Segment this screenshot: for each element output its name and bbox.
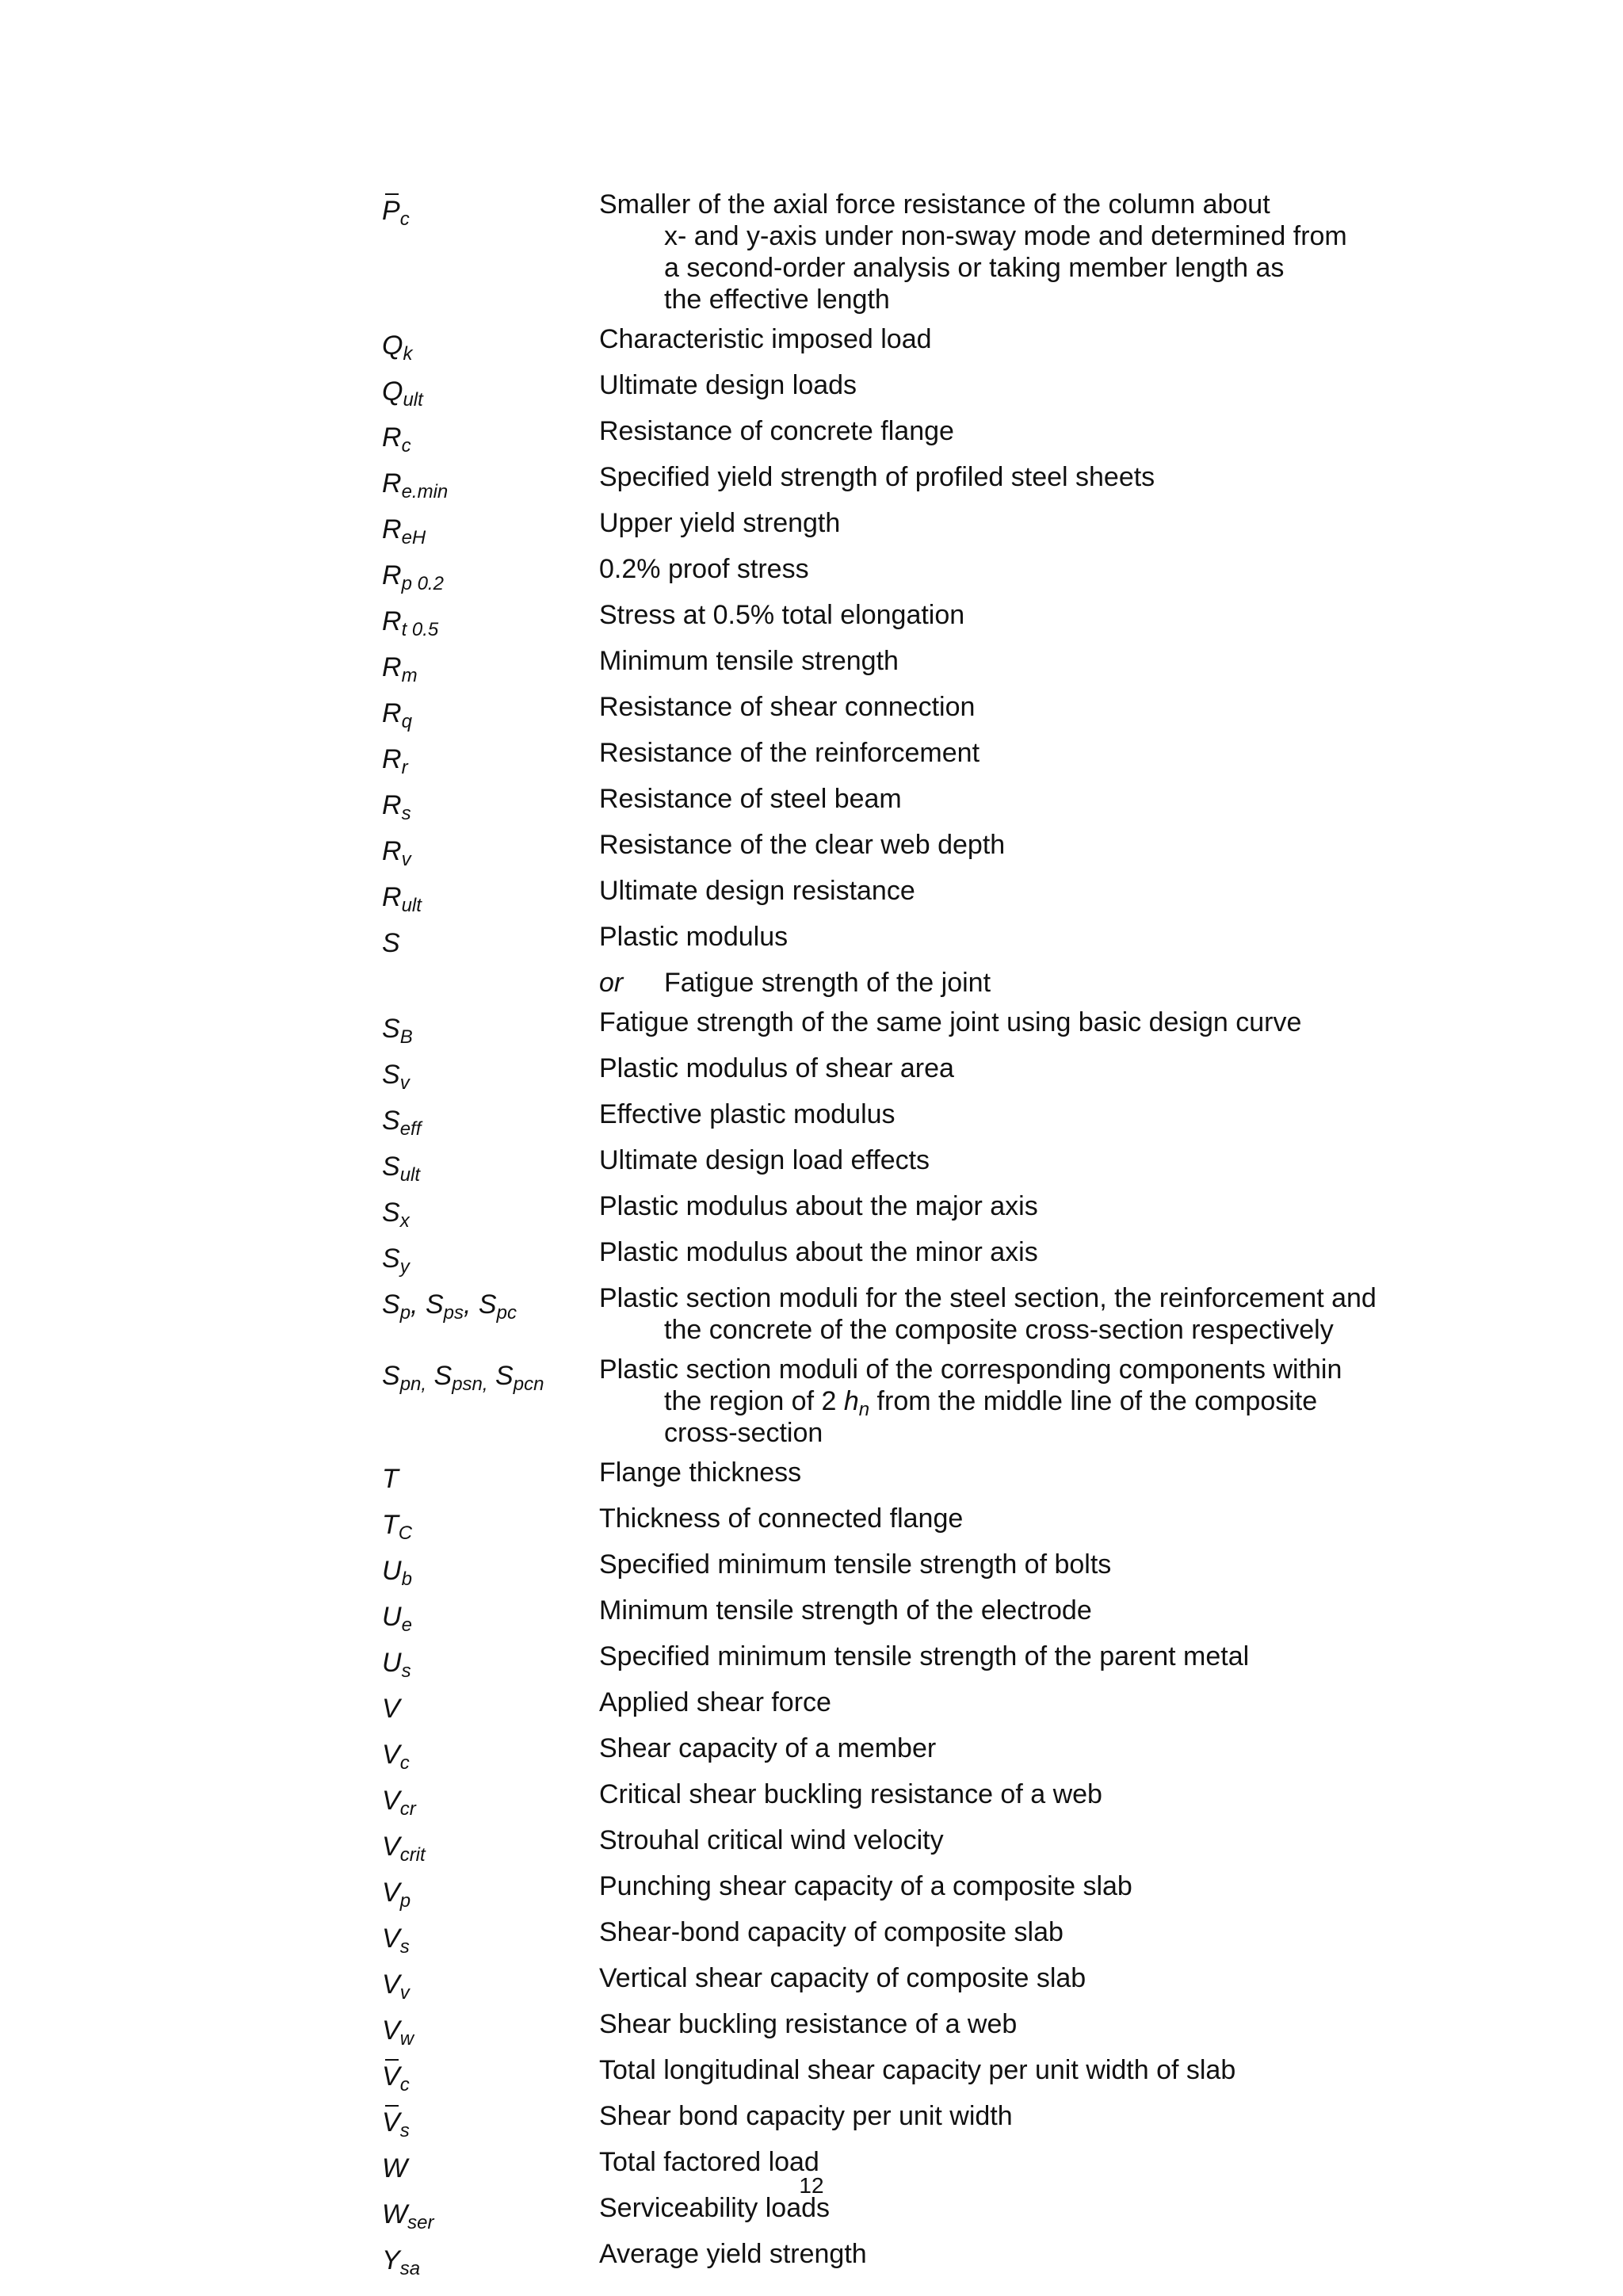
symbol-entry xyxy=(382,1916,1436,1958)
definition-line: Specified yield strength of profiled steel sheets xyxy=(599,462,1155,492)
definition xyxy=(599,921,1436,953)
definition-line: Specified minimum tensile strength of the parent metal xyxy=(599,1641,1250,1671)
symbol: $S_p$, $S_{ps}$, $S_{pc}$ xyxy=(382,1289,517,1324)
definition-line: Critical shear buckling resistance of a web xyxy=(599,1779,1102,1809)
symbol-entry xyxy=(382,1687,1436,1725)
definition-line: cross-section xyxy=(664,1418,823,1448)
symbol xyxy=(382,2054,599,2095)
definition xyxy=(599,645,1436,677)
symbol-subscript: v xyxy=(399,1072,410,1094)
definition-line: Punching shear capacity of a composite slab xyxy=(599,1871,1132,1901)
symbol-entry xyxy=(382,1457,1436,1495)
symbol-base: V xyxy=(382,1740,400,1770)
symbol-entry xyxy=(382,1354,1436,1449)
symbol xyxy=(382,1052,599,1094)
symbol-entry xyxy=(382,1549,1436,1590)
symbol-subscript: ult xyxy=(401,895,422,916)
symbol-entry xyxy=(382,691,1436,732)
definition-line: Shear buckling resistance of a web xyxy=(599,2009,1018,2039)
symbol-definition-list xyxy=(382,189,1436,2284)
definition-line: Specified minimum tensile strength of bolts xyxy=(599,1549,1112,1580)
definition-line: Fatigue strength of the same joint using basic design curve xyxy=(599,1007,1302,1037)
symbol-base: U xyxy=(382,1648,402,1678)
symbol xyxy=(382,1733,599,1774)
symbol xyxy=(382,1549,599,1590)
symbol xyxy=(382,1457,599,1495)
symbol-subscript: p 0.2 xyxy=(401,573,444,594)
symbol-entry xyxy=(382,189,1436,315)
symbol-base: S xyxy=(478,1289,497,1320)
definition-line: Upper yield strength xyxy=(599,508,841,538)
symbol xyxy=(382,829,599,870)
definition xyxy=(599,1457,1436,1488)
definition xyxy=(599,2100,1436,2132)
symbol-base: R xyxy=(382,514,402,544)
symbol-entry xyxy=(382,553,1436,594)
symbol xyxy=(382,2238,599,2279)
definition-line: Resistance of steel beam xyxy=(599,784,902,814)
symbol xyxy=(382,1916,599,1958)
symbol xyxy=(382,2008,599,2050)
definition-line: Plastic modulus xyxy=(599,922,789,952)
page-number: 12 xyxy=(799,2173,824,2198)
symbol-entry xyxy=(382,323,1436,365)
definition xyxy=(599,415,1436,447)
symbol-subscript: c xyxy=(401,435,411,457)
definition xyxy=(599,1052,1436,1084)
definition-line: Thickness of connected flange xyxy=(599,1503,964,1534)
symbol xyxy=(382,461,599,502)
symbol-subscript: s xyxy=(399,1936,410,1958)
symbol-entry xyxy=(382,1962,1436,2004)
symbol-base: Y xyxy=(382,2245,400,2275)
symbol-base: V xyxy=(382,1969,400,2000)
symbol xyxy=(382,553,599,594)
definition-line: the effective length xyxy=(664,285,890,315)
definition-line: a second-order analysis or taking member length as xyxy=(664,253,1285,283)
symbol-base: P xyxy=(382,196,400,226)
symbol-subscript: crit xyxy=(399,1844,426,1866)
symbol-base: V xyxy=(382,1924,400,1954)
definition-line: Minimum tensile strength xyxy=(599,646,899,676)
symbol-base: R xyxy=(382,790,402,820)
symbol xyxy=(382,507,599,548)
definition xyxy=(599,1687,1436,1718)
symbol xyxy=(382,737,599,778)
symbol-base: S xyxy=(382,928,400,958)
symbol-base: S xyxy=(382,1014,400,1044)
definition-line: 0.2% proof stress xyxy=(599,554,809,584)
symbol xyxy=(382,415,599,457)
definition-line: Resistance of the clear web depth xyxy=(599,830,1006,860)
symbol-base: R xyxy=(382,560,402,590)
symbol-entry xyxy=(382,1778,1436,1820)
symbol-entry xyxy=(382,783,1436,824)
symbol-base: R xyxy=(382,606,402,636)
symbol-base: S xyxy=(382,1106,400,1136)
symbol-subscript: b xyxy=(401,1568,412,1590)
symbol-subscript: e.min xyxy=(401,481,449,502)
symbol-subscript: p xyxy=(399,1890,411,1912)
definition-line: Applied shear force xyxy=(599,1687,831,1717)
symbol-entry xyxy=(382,829,1436,870)
symbol xyxy=(382,1098,599,1140)
symbol-entry xyxy=(382,2054,1436,2095)
symbol-subscript: q xyxy=(401,711,412,732)
symbol-subscript: v xyxy=(401,849,411,870)
definition-line: Resistance of the reinforcement xyxy=(599,738,980,768)
symbol-entry xyxy=(382,737,1436,778)
definition-line xyxy=(599,968,991,998)
symbol-base: S xyxy=(433,1361,453,1391)
symbol xyxy=(382,691,599,732)
definition xyxy=(599,1354,1436,1449)
definition xyxy=(599,737,1436,769)
symbol xyxy=(382,875,599,916)
symbol xyxy=(382,369,599,411)
symbol-base: S xyxy=(425,1289,444,1320)
symbol-entry xyxy=(382,1282,1436,1346)
definition-line: Serviceability loads xyxy=(599,2193,831,2223)
definition-line: Flange thickness xyxy=(599,1457,802,1488)
symbol-subscript: p xyxy=(399,1302,411,1324)
definition-line: x- and y-axis under non-sway mode and determined from xyxy=(664,221,1347,251)
definition-line: Minimum tensile strength of the electrode xyxy=(599,1595,1092,1626)
symbol-subscript: m xyxy=(401,665,418,686)
definition-line: Plastic modulus about the minor axis xyxy=(599,1237,1038,1267)
symbol-base: R xyxy=(382,882,402,912)
definition xyxy=(599,1503,1436,1534)
definition-line: Shear-bond capacity of composite slab xyxy=(599,1917,1064,1947)
definition xyxy=(599,2054,1436,2086)
definition xyxy=(599,189,1436,315)
symbol-base: R xyxy=(382,652,402,682)
symbol-base: V xyxy=(382,1786,400,1816)
symbol-subscript: x xyxy=(399,1210,410,1232)
definition-line: Plastic modulus of shear area xyxy=(599,1053,954,1083)
symbol xyxy=(382,1007,599,1048)
symbol-base: S xyxy=(382,1152,400,1182)
symbol-subscript: s xyxy=(401,1660,411,1682)
symbol-base: S xyxy=(382,1198,400,1228)
definition-line: Average yield strength xyxy=(599,2239,867,2269)
symbol xyxy=(382,2100,599,2141)
symbol-base: S xyxy=(382,1289,400,1320)
symbol-base: R xyxy=(382,468,402,499)
definition-line: Plastic modulus about the major axis xyxy=(599,1191,1038,1221)
definition xyxy=(599,1549,1436,1580)
definition-line: Total factored load xyxy=(599,2147,819,2177)
symbol-base: V xyxy=(382,2015,400,2046)
definition xyxy=(599,829,1436,861)
definition xyxy=(599,2238,1436,2270)
symbol xyxy=(382,1354,599,1395)
definition xyxy=(599,783,1436,815)
symbol xyxy=(382,1824,599,1866)
symbol-subscript: pcn xyxy=(513,1373,544,1395)
symbol xyxy=(382,1641,599,1682)
symbol xyxy=(382,1778,599,1820)
symbol-subscript: s xyxy=(399,2120,410,2141)
symbol-subscript: v xyxy=(399,1982,410,2004)
symbol xyxy=(382,599,599,640)
symbol-subscript: ps xyxy=(443,1302,464,1324)
symbol-subscript: c xyxy=(399,1752,410,1774)
symbol xyxy=(382,1144,599,1186)
symbol-base: Q xyxy=(382,376,403,407)
definition-text: Fatigue strength of the joint xyxy=(664,968,991,998)
symbol-subscript: ser xyxy=(407,2212,434,2233)
symbol-base: R xyxy=(382,422,402,453)
definition xyxy=(599,1870,1436,1902)
definition xyxy=(599,369,1436,401)
symbol-subscript: sa xyxy=(399,2258,421,2279)
symbol-entry xyxy=(382,967,1436,999)
definition-line: Resistance of shear connection xyxy=(599,692,976,722)
symbol-subscript: c xyxy=(399,208,410,230)
symbol xyxy=(382,1595,599,1636)
symbol-entry xyxy=(382,1190,1436,1232)
symbol-subscript: cr xyxy=(399,1798,416,1820)
symbol xyxy=(382,783,599,824)
definition xyxy=(599,1282,1436,1346)
symbol-base: T xyxy=(382,1510,399,1540)
definition-line: Effective plastic modulus xyxy=(599,1099,896,1129)
symbol-subscript: ult xyxy=(399,1164,421,1186)
symbol xyxy=(382,921,599,959)
definition-line: Plastic section moduli of the corresponding components within xyxy=(599,1354,1342,1385)
definition-line: Ultimate design resistance xyxy=(599,876,915,906)
symbol-subscript: s xyxy=(401,803,411,824)
definition xyxy=(599,1595,1436,1626)
definition xyxy=(599,1190,1436,1222)
symbol xyxy=(382,1687,599,1725)
symbol-base: U xyxy=(382,1602,402,1632)
symbol-entry xyxy=(382,1870,1436,1912)
symbol-base: V xyxy=(382,2061,400,2092)
or-label: or xyxy=(599,968,624,998)
symbol-entry xyxy=(382,1144,1436,1186)
definition xyxy=(599,507,1436,539)
symbol xyxy=(382,1236,599,1278)
symbol xyxy=(382,1503,599,1544)
definition xyxy=(599,691,1436,723)
symbol-entry xyxy=(382,1007,1436,1048)
symbol-entry xyxy=(382,921,1436,959)
symbol xyxy=(382,1962,599,2004)
symbol-base: R xyxy=(382,836,402,866)
definition xyxy=(599,1236,1436,1268)
symbol-base: R xyxy=(382,744,402,774)
definition-line: Smaller of the axial force resistance of the column about xyxy=(599,189,1270,220)
symbol-base: S xyxy=(495,1361,514,1391)
symbol xyxy=(382,645,599,686)
symbol-base: V xyxy=(382,2107,400,2137)
symbol-entry xyxy=(382,1052,1436,1094)
definition-line: Plastic section moduli for the steel section, the reinforcement and xyxy=(599,1283,1377,1313)
definition-line: Total longitudinal shear capacity per unit width of slab xyxy=(599,2055,1236,2085)
symbol-entry xyxy=(382,599,1436,640)
definition-line: Shear capacity of a member xyxy=(599,1733,937,1763)
symbol-entry xyxy=(382,2238,1436,2279)
symbol-subscript: psn, xyxy=(452,1373,488,1395)
symbol-subscript: c xyxy=(399,2074,410,2095)
definition xyxy=(599,1641,1436,1672)
definition xyxy=(599,1007,1436,1038)
definition xyxy=(599,1098,1436,1130)
symbol-subscript: B xyxy=(399,1026,413,1048)
definition-line: Ultimate design loads xyxy=(599,370,857,400)
symbol-subscript: pc xyxy=(496,1302,517,1324)
definition-line: Stress at 0.5% total elongation xyxy=(599,600,965,630)
symbol-base: S xyxy=(382,1361,400,1391)
definition xyxy=(599,323,1436,355)
definition-line: Characteristic imposed load xyxy=(599,324,932,354)
symbol-subscript: eH xyxy=(401,527,426,548)
definition xyxy=(599,1778,1436,1810)
definition-line: Strouhal critical wind velocity xyxy=(599,1825,944,1855)
symbol-subscript: y xyxy=(399,1256,410,1278)
symbol-entry xyxy=(382,369,1436,411)
symbol-entry xyxy=(382,645,1436,686)
definition xyxy=(599,1916,1436,1948)
symbol-base: Q xyxy=(382,330,403,361)
symbol-base: W xyxy=(382,2153,408,2183)
symbol xyxy=(382,1870,599,1912)
symbol-subscript: k xyxy=(403,343,413,365)
symbol-base: U xyxy=(382,1556,402,1586)
symbol-entry xyxy=(382,1733,1436,1774)
definition xyxy=(599,1144,1436,1176)
definition xyxy=(599,553,1436,585)
symbol-subscript: pn, xyxy=(399,1373,427,1395)
symbol-entry xyxy=(382,415,1436,457)
definition-line: the region of 2 $h_n$ from the middle line of the composite xyxy=(664,1386,1318,1420)
symbol xyxy=(382,967,599,973)
definition xyxy=(599,1962,1436,1994)
definition xyxy=(599,875,1436,907)
symbol xyxy=(382,1190,599,1232)
symbol-entry xyxy=(382,2100,1436,2141)
definition xyxy=(599,2008,1436,2040)
symbol-entry xyxy=(382,2008,1436,2050)
definition-line: Vertical shear capacity of composite slab xyxy=(599,1963,1086,1993)
definition xyxy=(599,967,1436,999)
symbol-base: S xyxy=(382,1244,400,1274)
symbol-base: R xyxy=(382,698,402,728)
symbol-subscript: ult xyxy=(403,389,423,411)
symbol-entry xyxy=(382,507,1436,548)
definition xyxy=(599,461,1436,493)
symbol-entry xyxy=(382,1236,1436,1278)
symbol-subscript: C xyxy=(398,1522,413,1544)
symbol xyxy=(382,323,599,365)
definition-line: Ultimate design load effects xyxy=(599,1145,930,1175)
definition-line: the concrete of the composite cross-section respectively xyxy=(664,1315,1334,1345)
symbol xyxy=(382,189,599,230)
symbol-base: S xyxy=(382,1060,400,1090)
symbol-entry xyxy=(382,1595,1436,1636)
definition-line: Shear bond capacity per unit width xyxy=(599,2101,1013,2131)
symbol-entry xyxy=(382,1503,1436,1544)
symbol-base: W xyxy=(382,2199,408,2229)
definition xyxy=(599,1824,1436,1856)
symbol-subscript: eff xyxy=(399,1118,422,1140)
symbol-entry xyxy=(382,461,1436,502)
symbol-base: V xyxy=(382,1878,400,1908)
symbol-entry xyxy=(382,1641,1436,1682)
symbol-base: V xyxy=(382,1832,400,1862)
symbol-subscript: r xyxy=(401,757,408,778)
symbol-entry xyxy=(382,1824,1436,1866)
definition-line: Resistance of concrete flange xyxy=(599,416,954,446)
symbol-base: T xyxy=(382,1464,399,1494)
symbol-entry xyxy=(382,875,1436,916)
definition xyxy=(599,1733,1436,1764)
symbol-entry xyxy=(382,1098,1436,1140)
symbol-base: V xyxy=(382,1694,400,1724)
symbol-subscript: w xyxy=(399,2028,414,2050)
symbol-subscript: e xyxy=(401,1614,412,1636)
definition xyxy=(599,599,1436,631)
symbol-subscript: t 0.5 xyxy=(401,619,439,640)
